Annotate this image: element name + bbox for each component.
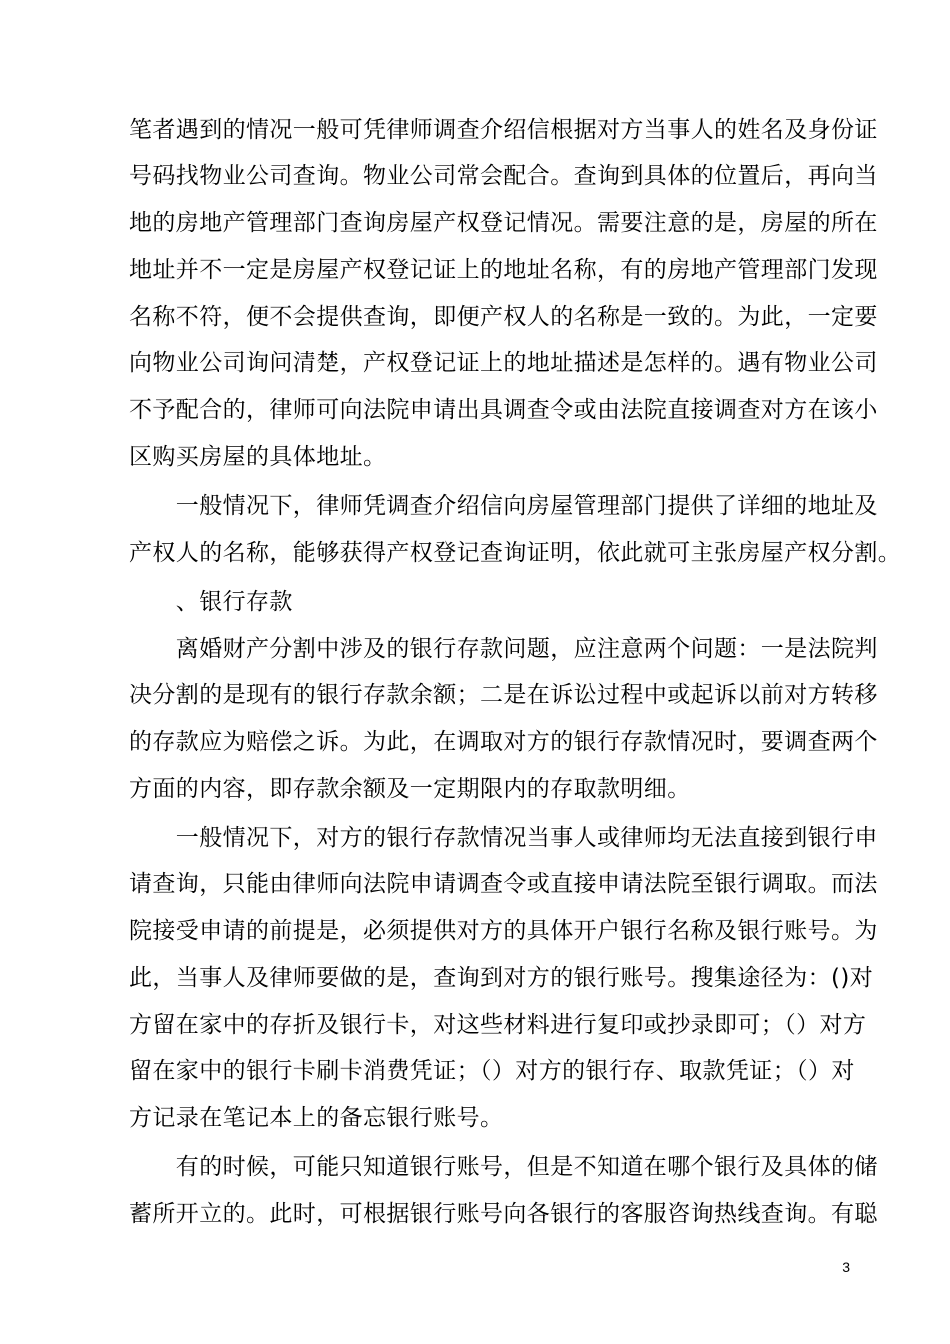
text-line: 留在家中的银行卡刷卡消费凭证；（）对方的银行存、取款凭证；（）对 [129,1058,855,1084]
text-line: 离婚财产分割中涉及的银行存款问题，应注意两个问题：一是法院判 [129,636,878,662]
page-number: 3 [842,1259,850,1275]
text-line: 区购买房屋的具体地址。 [129,444,387,470]
text-line: 的存款应为赔偿之诉。为此，在调取对方的银行存款情况时，要调查两个 [129,729,878,755]
text-line: 院接受申请的前提是，必须提供对方的具体开户银行名称及银行账号。为 [129,918,878,944]
text-line: 一般情况下，律师凭调查介绍信向房屋管理部门提供了详细的地址及 [129,493,878,519]
text-line: 向物业公司询问清楚，产权登记证上的地址描述是怎样的。遇有物业公司 [129,350,878,376]
text-line: 笔者遇到的情况一般可凭律师调查介绍信根据对方当事人的姓名及身份证 [129,117,878,143]
text-line: 方记录在笔记本上的备忘银行账号。 [129,1105,504,1131]
text-line: 请查询，只能由律师向法院申请调查令或直接申请法院至银行调取。而法 [129,871,878,897]
text-line: 号码找物业公司查询。物业公司常会配合。查询到具体的位置后，再向当 [129,163,878,189]
text-line: 地的房地产管理部门查询房屋产权登记情况。需要注意的是，房屋的所在 [129,210,878,236]
text-line: 蓄所开立的。此时，可根据银行账号向各银行的客服咨询热线查询。有聪 [129,1201,878,1227]
text-line: 此，当事人及律师要做的是，查询到对方的银行账号。搜集途径为：()对 [129,965,874,991]
text-line: 有的时候，可能只知道银行账号，但是不知道在哪个银行及具体的储 [129,1154,878,1180]
text-line: 方留在家中的存折及银行卡，对这些材料进行复印或抄录即可；（）对方 [129,1012,867,1038]
text-line: 决分割的是现有的银行存款余额；二是在诉讼过程中或起诉以前对方转移 [129,682,878,708]
text-line: 产权人的名称，能够获得产权登记查询证明，依此就可主张房屋产权分割。 [129,540,902,566]
text-line: 一般情况下，对方的银行存款情况当事人或律师均无法直接到银行申 [129,825,878,851]
text-line: 方面的内容，即存款余额及一定期限内的存取款明细。 [129,776,691,802]
section-heading: 、银行存款 [129,589,293,615]
text-line: 不予配合的，律师可向法院申请出具调查令或由法院直接调查对方在该小 [129,397,878,423]
text-line: 名称不符，便不会提供查询，即便产权人的名称是一致的。为此，一定要 [129,304,878,330]
text-line: 地址并不一定是房屋产权登记证上的地址名称，有的房地产管理部门发现 [129,257,878,283]
